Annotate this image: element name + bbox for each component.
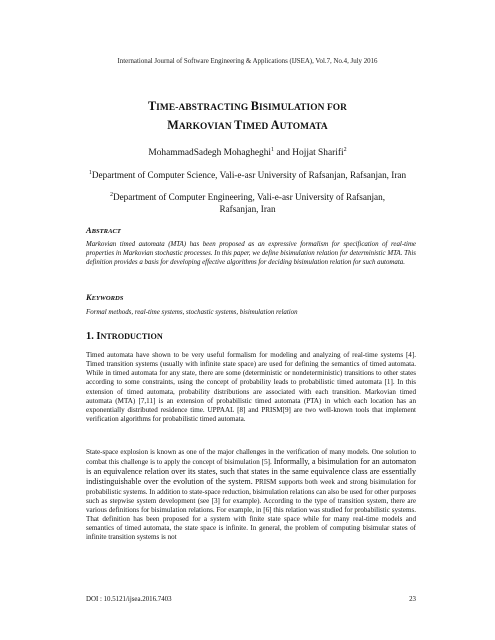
keywords-heading: KEYWORDS xyxy=(86,293,124,302)
abstract-text: Markovian timed automata (MTA) has been proposed as an expressive formalism for specification of real-time properties in Markovian stochastic processes. In this paper, we define bisimulation relation for deterministic MTA. This definition provides a basis for developing effective algorithms for deciding bisimulation relation for such automata. xyxy=(86,241,416,266)
paper-title xyxy=(0,98,495,136)
author-list: MohammadSadegh Mohagheghi$^1$ and Hojjat Sharifi$^2$ xyxy=(148,146,347,158)
intro-paragraph-1: Timed automata have shown to be very useful formalism for modeling and analyzing of real-time systems [4]. Timed transition systems (usually with infinite state space) are used for defining the semantics of timed automata. While in timed automata for any state, there are some (deterministic or nondeterministic) transitions to other states according to some constraints, using the concept of probability leads to probabilistic timed automata [1]. In this extension of timed automata, probability distributions are associated with each transition. Markovian timed automata (MTA) [7,11] is an extension of probabilistic timed automata (PTA) in which each location has an exponentially distributed residence time. UPPAAL [8] and PRISM[9] are two well-known tools that implement verification algorithms for probabilistic timed automata. xyxy=(86,351,416,424)
introduction-heading: 1. INTRODUCTION xyxy=(86,331,163,342)
intro-paragraph-2: State-space explosion is known as one of the major challenges in the verification of many models. One solution to combat this challenge is to apply the concept of bisimulation [5]. Informally, a bisimulation for an automaton is an equivalence relation over its states, such that states in the same equivalence class are essentially indistinguishable over the evolution of the system. PRISM supports both week and strong bisimulation for probabilistic systems. In addition to state-space reduction, bisimulation relations can also be used for other purposes such as stepwise system development (see [3] for example). According to the type of transition system, there are various definitions for bisimulation relations. For example, in [6] this relation was studied for probabilistic systems. That definition has been proposed for a system with finite state space while for many real-time models and semantics of timed automata, the state space is infinite. In general, the problem of computing bisimular states of infinite transition systems is not xyxy=(86,448,416,542)
doi-footer: DOI : 10.5121/ijsea.2016.7403 xyxy=(86,596,172,603)
author-2: Hojjat Sharifi xyxy=(292,148,344,158)
abstract-heading: ABSTRACT xyxy=(86,226,121,235)
title-line-1: TIME-ABSTRACTING BISIMULATION FOR xyxy=(147,99,348,113)
affiliation-1: $^1$Department of Computer Science, Vali-e-asr University of Rafsanjan, Rafsanjan, Iran xyxy=(88,169,407,180)
affiliation-2: $^2$Department of Computer Engineering, Vali-e-asr University of Rafsanjan, Rafsanjan, Iran xyxy=(109,191,386,214)
author-1: MohammadSadegh Mohagheghi xyxy=(148,148,272,158)
title-line-2: MARKOVIAN TIMED AUTOMATA xyxy=(167,118,328,132)
journal-header: International Journal of Software Engineering & Applications (IJSEA), Vol.7, No.4, July 2016 xyxy=(117,58,378,65)
page-number: 23 xyxy=(409,596,416,603)
keywords-text: Formal methods, real-time systems, stochastic systems, bisimulation relation xyxy=(86,309,298,316)
